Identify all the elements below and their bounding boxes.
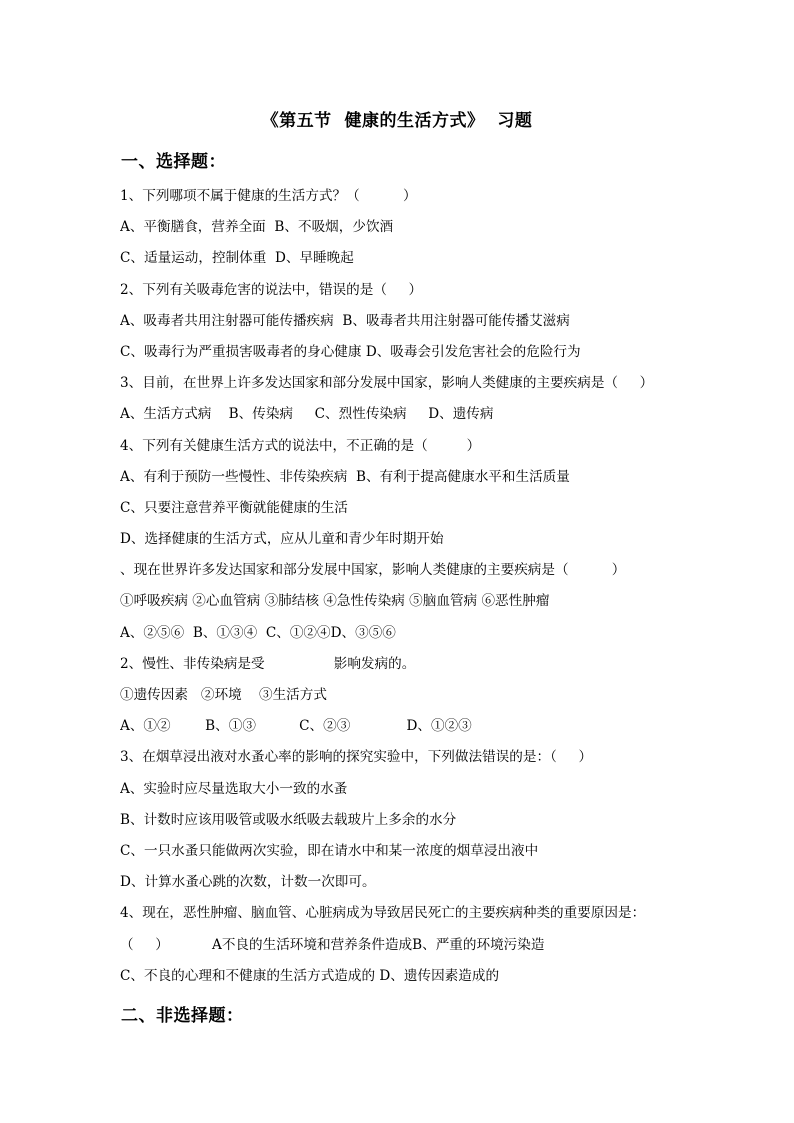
choice-items-line: ①呼吸疾病 ②心血管病 ③肺结核 ④急性传染病 ⑤脑血管病 ⑥恶性肿瘤	[120, 593, 550, 610]
document-title: 《第五节 健康的生活方式》 习题	[261, 111, 533, 131]
option-line: A、生活方式病 B、传染病 C、烈性传染病 D、遗传病	[120, 406, 494, 423]
question-line: 2、下列有关吸毒危害的说法中，错误的是（ ）	[120, 281, 423, 298]
option-line: A、①② B、①③ C、②③ D、①②③	[120, 718, 472, 735]
option-line: A、有利于预防一些慢性、非传染疾病 B、有利于提高健康水平和生活质量	[120, 468, 570, 485]
option-line: C、吸毒行为严重损害吸毒者的身心健康 D、吸毒会引发危害社会的危险行为	[120, 343, 581, 360]
section-heading-multiple-choice: 一、选择题：	[121, 152, 226, 172]
choice-items-line: ①遗传因素 ②环境 ③生活方式	[120, 687, 327, 703]
section-heading-non-multiple-choice: 二、非选择题：	[121, 1006, 244, 1026]
question-line: 2、慢性、非传染病是受 影响发病的。	[120, 655, 416, 672]
question-line: 3、目前，在世界上许多发达国家和部分发展中国家，影响人类健康的主要疾病是（ ）	[120, 375, 654, 392]
option-line: A、平衡膳食，营养全面 B、不吸烟，少饮酒	[120, 219, 394, 236]
option-line: C、只要注意营养平衡就能健康的生活	[120, 499, 348, 516]
option-line: C、适量运动，控制体重 D、早睡晚起	[120, 250, 354, 267]
option-line: A、②⑤⑥ B、①③④ C、①②④D、③⑤⑥	[120, 624, 396, 641]
option-line: C、一只水蚤只能做两次实验，即在请水中和某一浓度的烟草浸出液中	[120, 842, 539, 859]
question-line: 3、在烟草浸出液对水蚤心率的影响的探究实验中，下列做法错误的是：（ ）	[120, 749, 593, 766]
question-line: 1、下列哪项不属于健康的生活方式？（ ）	[120, 188, 417, 204]
option-line: D、选择健康的生活方式，应从儿童和青少年时期开始	[120, 531, 444, 548]
question-line: 4、下列有关健康生活方式的说法中，不正确的是（ ）	[120, 437, 481, 454]
option-line: A、实验时应尽量选取大小一致的水蚤	[120, 780, 348, 797]
question-line: 、现在世界许多发达国家和部分发展中国家，影响人类健康的主要疾病是（ ）	[120, 562, 626, 579]
option-line: D、计算水蚤心跳的次数，计数一次即可。	[120, 874, 376, 891]
option-line: A、吸毒者共用注射器可能传播疾病 B、吸毒者共用注射器可能传播艾滋病	[120, 312, 570, 329]
question-line: 4、现在，恶性肿瘤、脑血管、心脏病成为导致居民死亡的主要疾病种类的重要原因是：	[120, 905, 646, 922]
question-list	[120, 186, 680, 997]
option-line: （ ） A不良的生活环境和营养条件造成B、严重的环境污染造	[120, 936, 545, 953]
option-line: C、不良的心理和不健康的生活方式造成的 D、遗传因素造成的	[120, 967, 500, 984]
option-line: B、计数时应该用吸管或吸水纸吸去载玻片上多余的水分	[120, 811, 457, 828]
